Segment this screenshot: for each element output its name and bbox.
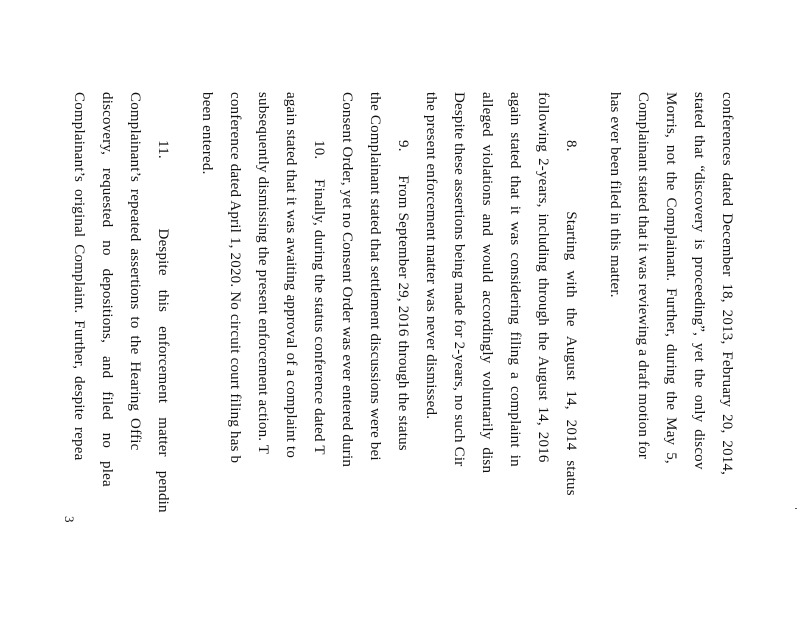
body-text-line: Complainant stated that it was reviewing a draft motion for	[635, 92, 651, 460]
body-text-line: has ever been filed in this matter.	[607, 92, 623, 298]
body-text-line: Complainant’s original Complaint. Further, despite repea	[71, 92, 87, 461]
body-text-line: Despite these assertions being made for 2-years, no such Cir	[451, 92, 467, 467]
paragraph-11-start: 11. Despite this enforcement matter pendin	[155, 140, 171, 513]
page-number: 3	[62, 516, 77, 523]
paragraph-9-start: 9. From September 29, 2016 through the status	[395, 140, 411, 451]
body-text-line: subsequently dismissing the present enforcement action. T	[255, 92, 271, 455]
body-text-line: Complainant’s repeated assertions to the Hearing Offic	[127, 92, 143, 451]
scan-speck	[795, 508, 797, 509]
body-text-line: again stated that it was awaiting approval of a complaint to	[283, 92, 299, 459]
body-text-line: conference dated April 1, 2020. No circuit court filing has b	[227, 92, 243, 464]
body-text-line: Morris, not the Complainant. Further, during the May 5,	[663, 92, 679, 464]
body-text-line: following 2-years, including through the August 14, 2016	[535, 92, 551, 463]
body-text-line: stated that “discovery is proceeding”, yet the only discov	[691, 92, 707, 470]
body-text-line: alleged violations and would accordingly voluntarily disn	[479, 92, 495, 474]
body-text-line: discovery, requested no depositions, and filed no plea	[99, 92, 115, 487]
paragraph-8-start: 8. Starting with the August 14, 2014 status	[563, 140, 579, 496]
body-text-line: again stated that it was considering filing a complaint in	[507, 92, 523, 467]
body-text-line: been entered.	[199, 92, 215, 175]
body-text-line: the present enforcement matter was never dismissed.	[423, 92, 439, 420]
body-text-line: the Complainant stated that settlement discussions were bei	[367, 92, 383, 461]
paragraph-10-start: 10. Finally, during the status conference dated T	[311, 140, 327, 455]
body-text-line: Consent Order, yet no Consent Order was ever entered durin	[339, 92, 355, 468]
body-text-line: conferences dated December 18, 2013, February 20, 2014,	[719, 92, 735, 476]
